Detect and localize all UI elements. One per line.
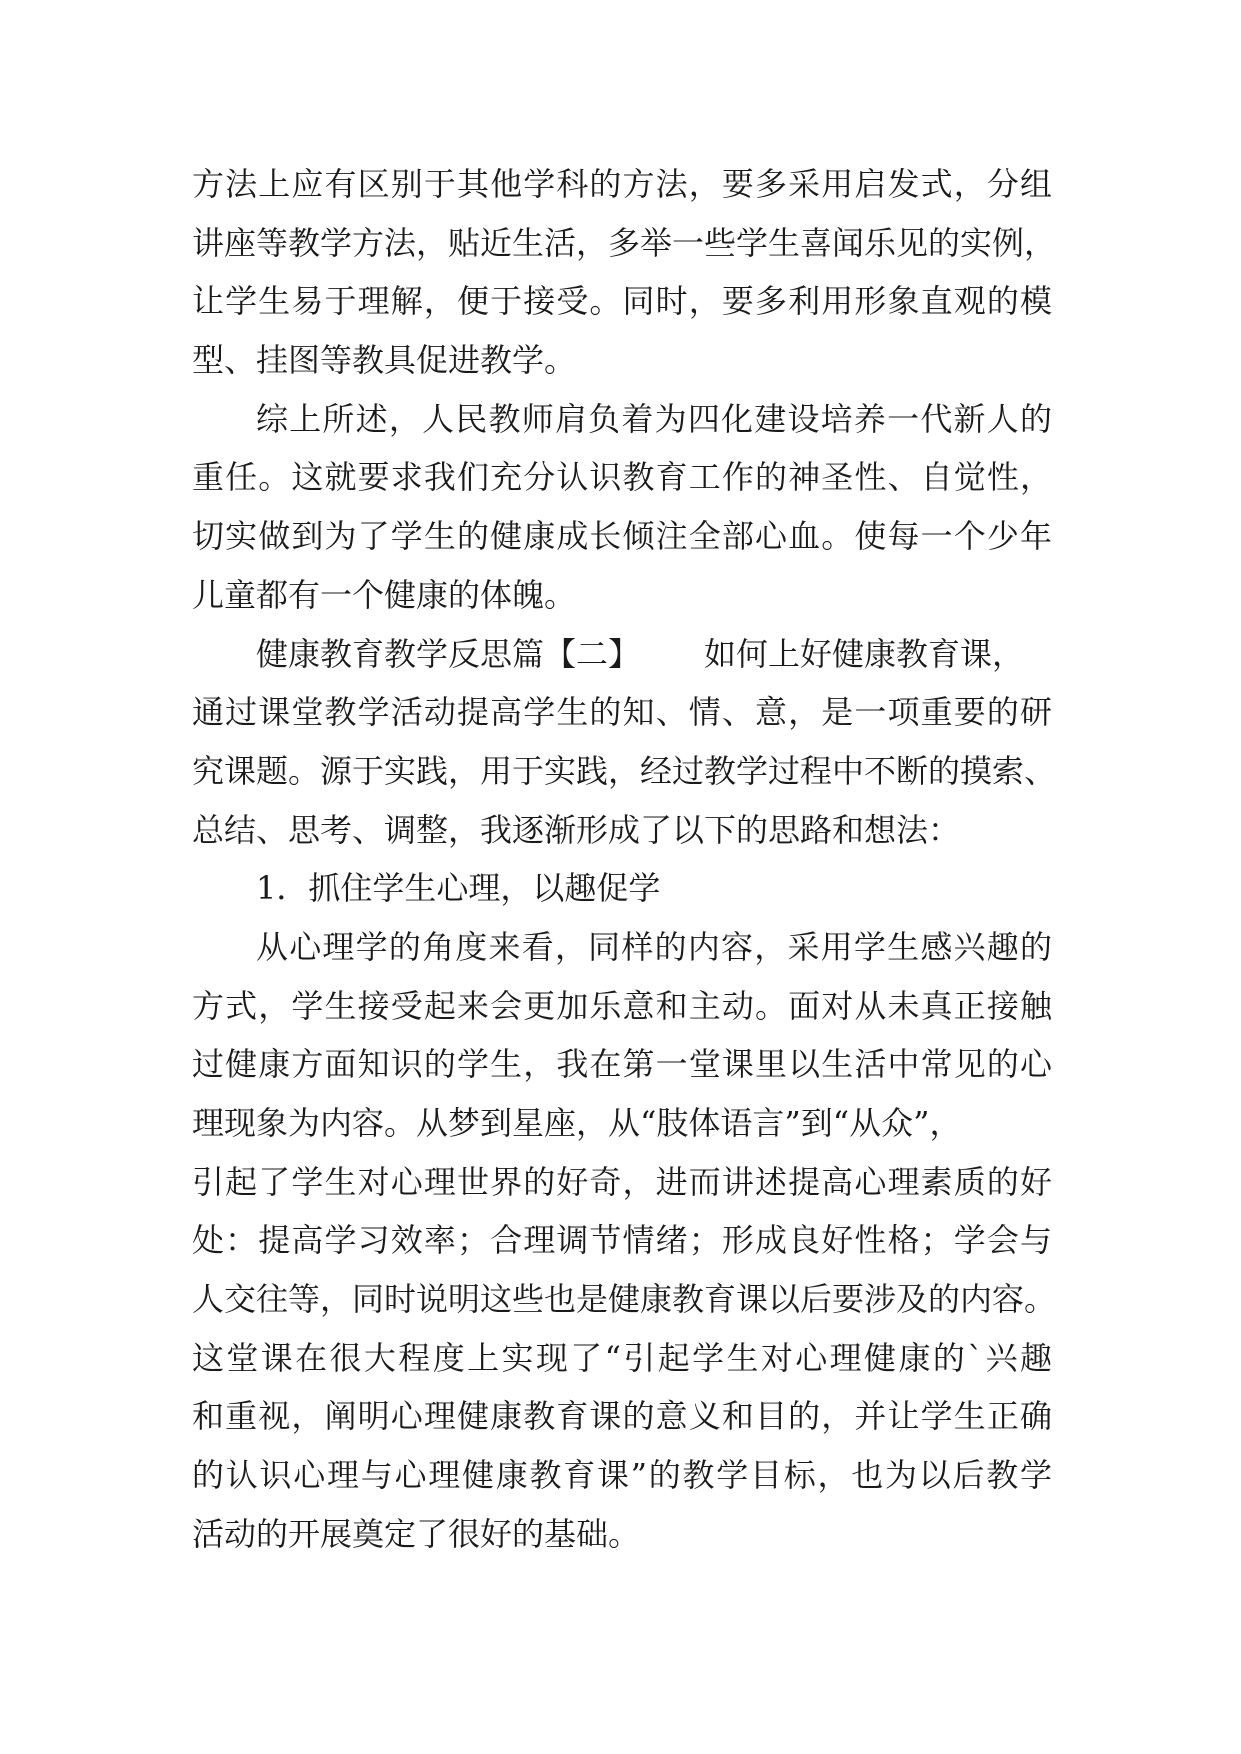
text-line: 和重视，阐明心理健康教育课的意义和目的，并让学生正确 [192,1397,1052,1436]
text-line: 活动的开展奠定了很好的基础。 [192,1514,641,1553]
paragraph-4 [192,859,1052,918]
subheading: 1．抓住学生心理，以趣促学 [256,869,661,908]
text-line: 这堂课在很大程度上实现了“引起学生对心理健康的`兴趣 [192,1338,1052,1377]
text-line: 方法上应有区别于其他学科的方法，要多采用启发式，分组 [192,165,1052,203]
section-heading: 健康教育教学反思篇【二】 [256,634,641,673]
text-line: 讲座等教学方法，贴近生活，多举一些学生喜闻乐见的实例， [192,223,1057,262]
text-line: 让学生易于理解，便于接受。同时，要多利用形象直观的模 [192,282,1052,321]
text-line: 引起了学生对心理世界的好奇，进而讲述提高心理素质的好 [192,1162,1052,1201]
text-line: 处：提高学习效率；合理调节情绪；形成良好性格；学会与 [192,1221,1052,1260]
text-line [192,625,1052,684]
text-line: 究课题。源于实践，用于实践，经过教学过程中不断的摸索、 [192,751,1057,790]
text-line: 切实做到为了学生的健康成长倾注全部心血。使每一个少年 [192,517,1052,556]
paragraph-2 [192,390,1052,625]
paragraph-3 [192,625,1057,860]
text-fragment: 如何上好健康教育课， [704,634,1025,673]
text-line: 过健康方面知识的学生，我在第一堂课里以生活中常见的心 [192,1045,1052,1084]
document-body [192,155,1057,1564]
paragraph-5 [192,918,1057,1564]
text-line: 重任。这就要求我们充分认识教育工作的神圣性、自觉性， [192,458,1052,497]
paragraph-1 [192,155,1057,390]
text-line: 综上所述，人民教师肩负着为四化建设培养一代新人的 [256,399,1052,438]
text-line: 人交往等，同时说明这些也是健康教育课以后要涉及的内容。 [192,1280,1057,1319]
text-line: 的认识心理与心理健康教育课”的教学目标，也为以后教学 [192,1456,1052,1495]
text-line: 从心理学的角度来看，同样的内容，采用学生感兴趣的 [256,927,1052,966]
text-line: 总结、思考、调整，我逐渐形成了以下的思路和想法： [192,810,961,849]
text-line: 儿童都有一个健康的体魄。 [192,575,577,614]
text-line: 方式，学生接受起来会更加乐意和主动。面对从未真正接触 [192,986,1052,1025]
text-line: 理现象为内容。从梦到星座，从“肢体语言”到“从众”， [192,1104,962,1142]
text-line: 通过课堂教学活动提高学生的知、情、意，是一项重要的研 [192,693,1052,732]
text-line: 型、挂图等教具促进教学。 [192,341,577,380]
